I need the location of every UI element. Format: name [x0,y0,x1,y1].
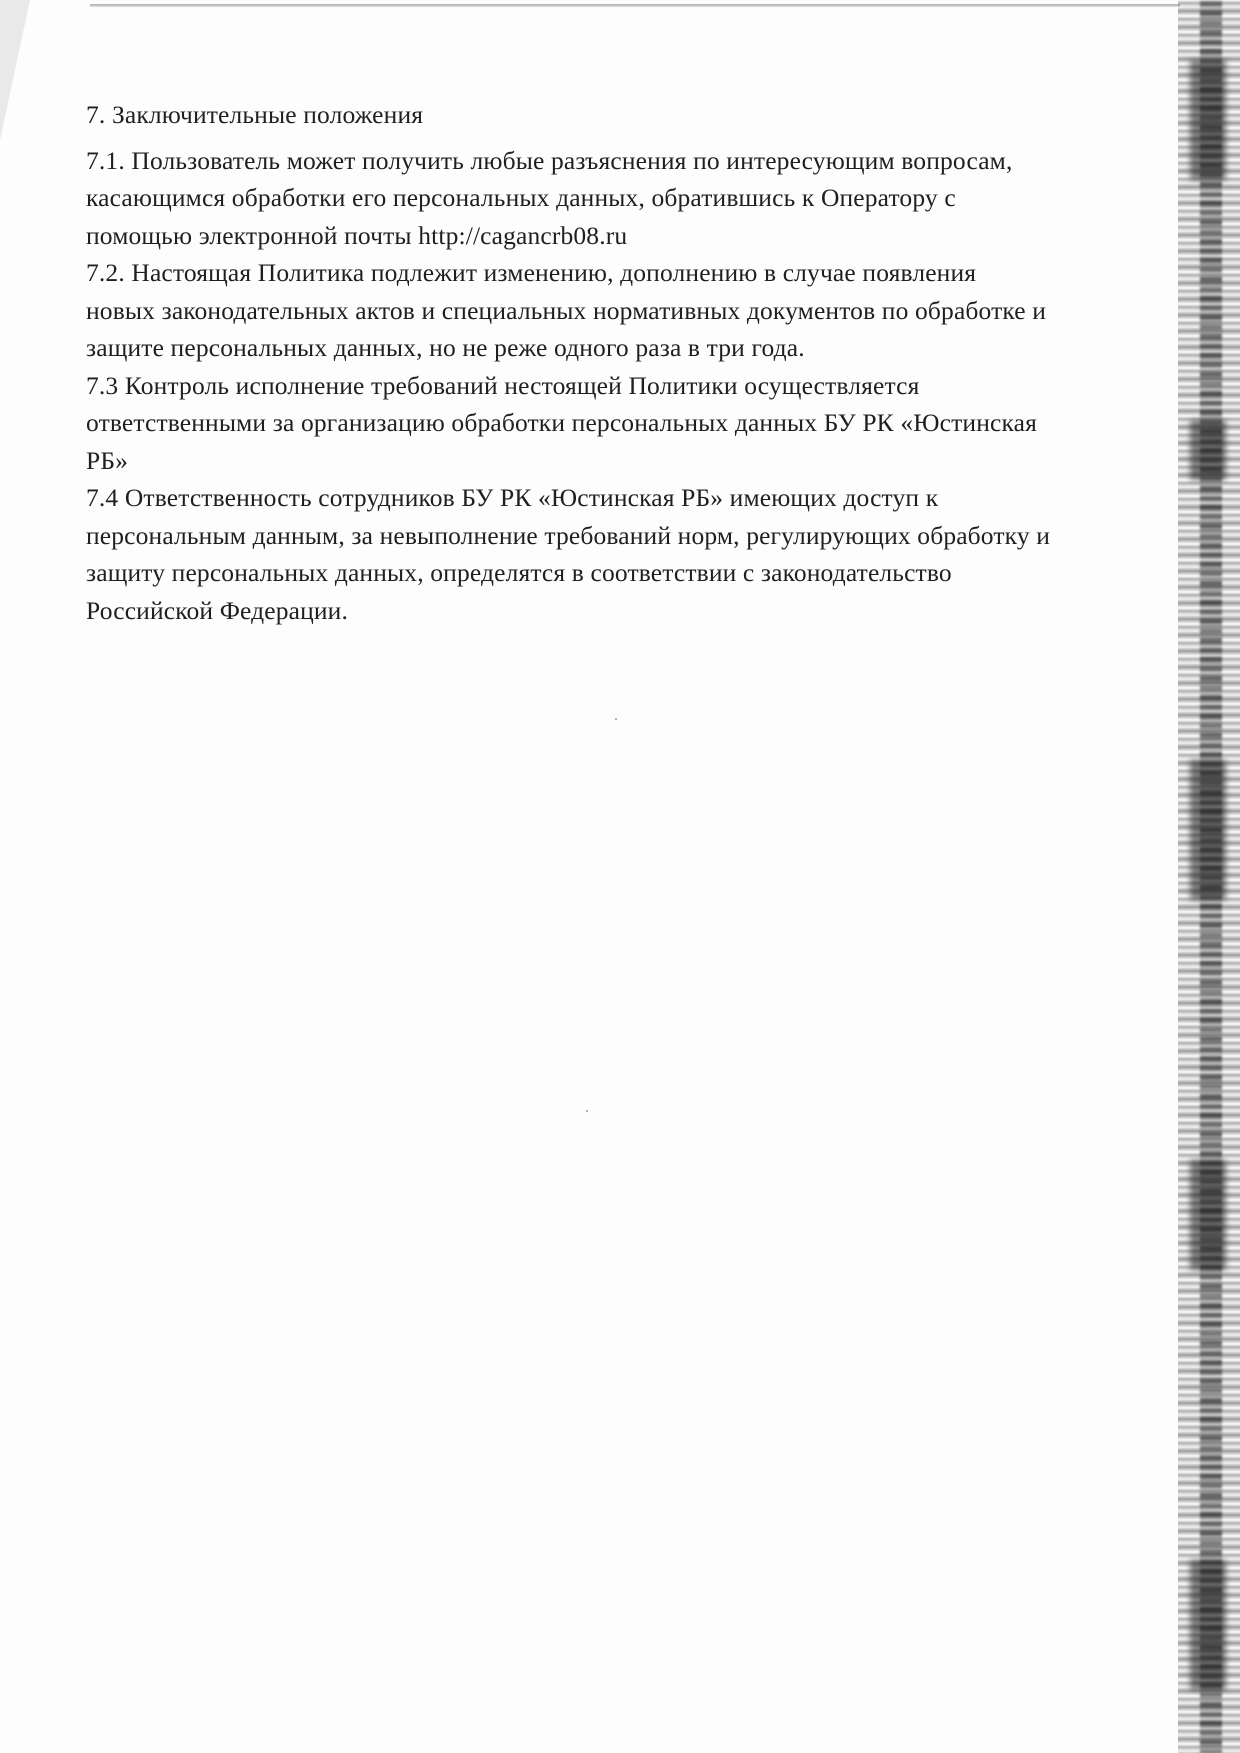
text-line: Российской Федерации. [86,595,348,625]
scan-speck [615,718,617,720]
text-line: РБ» [86,445,129,475]
paragraph-7-3 [86,367,1176,480]
scan-dark-band [1190,1160,1226,1270]
paragraph-7-2 [86,254,1176,367]
scan-dark-band [1190,1560,1226,1690]
section-heading: 7. Заключительные положения [86,100,424,129]
text-line: защите персональных данных, но не реже одного раза в три года. [86,333,805,362]
text-line: новых законодательных актов и специальных нормативных документов по обработке и [86,295,1047,325]
scan-dark-band [1190,760,1226,900]
scan-top-edge [90,4,1180,7]
paragraph-7-4 [86,479,1176,629]
text-line: персональным данным, за невыполнение требований норм, регулирующих обработку и [86,520,1051,550]
text-line: касающимся обработки его персональных данных, обратившись к Оператору с [86,183,956,212]
text-line: 7.1. Пользователь может получить любые разъяснения по интересующим вопросам, [86,145,1013,175]
text-line: защиту персональных данных, определятся в соответствии с законодательство [86,558,952,587]
scan-corner-shade [0,0,30,140]
text-line: ответственными за организацию обработки персональных данных БУ РК «Юстинская [86,408,1037,437]
paragraph-7-1 [86,142,1176,255]
scan-dark-band [1190,60,1226,180]
text-line: помощью электронной почты http://cagancrb08.ru [86,220,628,250]
document-body [86,96,1176,629]
text-line: 7.4 Ответственность сотрудников БУ РК «Юстинская РБ» имеющих доступ к [86,483,939,512]
scan-speck [586,1110,588,1112]
text-line: 7.3 Контроль исполнение требований нестоящей Политики осуществляется [86,370,920,400]
scan-dark-band [1190,420,1226,480]
text-line: 7.2. Настоящая Политика подлежит изменению, дополнению в случае появления [86,258,977,287]
